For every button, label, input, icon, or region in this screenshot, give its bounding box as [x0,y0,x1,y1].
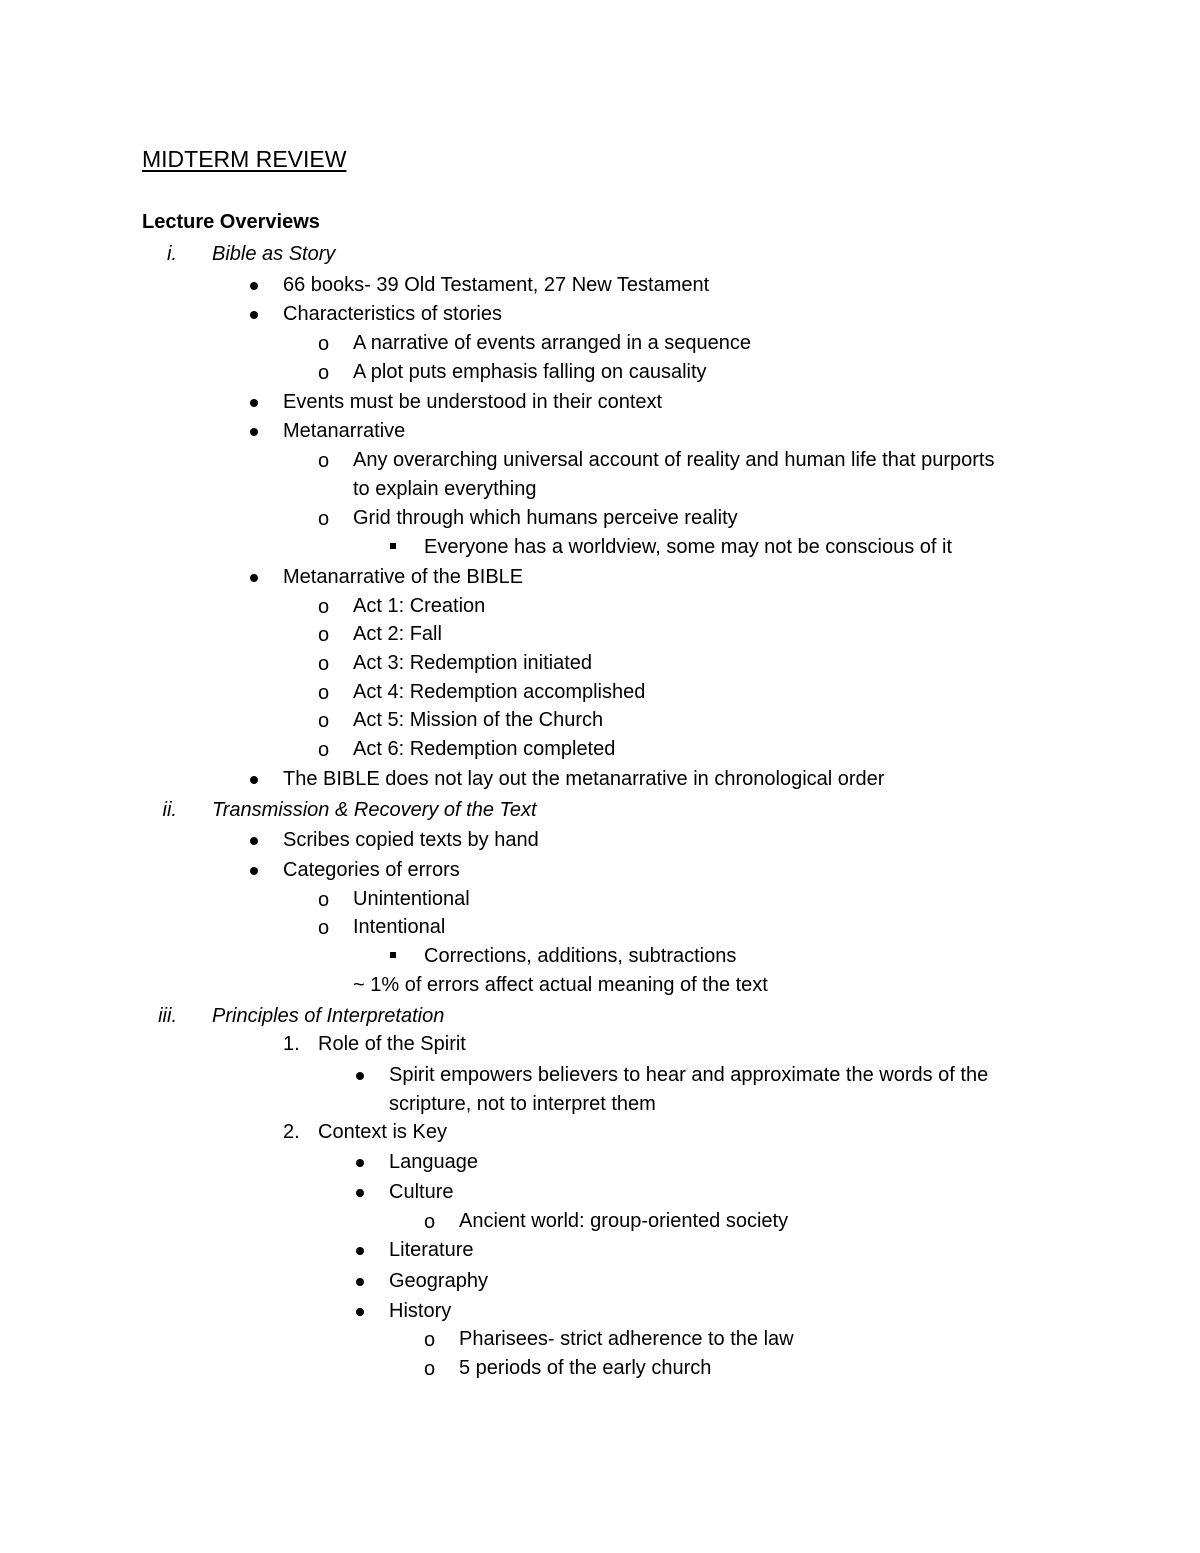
list-item: Culture [389,1181,454,1203]
circle-bullet-icon: o [318,508,330,530]
list-item: Context is Key [318,1121,447,1143]
circle-bullet-icon: o [318,362,330,384]
circle-bullet-icon: o [424,1329,436,1351]
circle-bullet-icon: o [424,1358,436,1380]
list-item: Act 1: Creation [353,595,486,617]
bullet-icon [250,399,258,407]
list-item: 66 books- 39 Old Testament, 27 New Testament [283,274,710,296]
list-item: History [389,1300,452,1322]
bullet-icon [356,1072,364,1080]
circle-bullet-icon: o [424,1211,436,1233]
list-item: Everyone has a worldview, some may not be conscious of it [424,536,953,558]
section-title: Principles of Interpretation [212,1005,445,1027]
list-item: A plot puts emphasis falling on causality [353,361,707,383]
list-item: Pharisees- strict adherence to the law [459,1328,794,1350]
circle-bullet-icon: o [318,917,330,939]
list-item: Grid through which humans perceive reality [353,507,738,529]
bullet-icon [356,1247,364,1255]
circle-bullet-icon: o [318,450,330,472]
document-title: MIDTERM REVIEW [142,146,347,172]
list-item: Unintentional [353,888,470,910]
list-item-continuation: to explain everything [353,478,537,500]
square-bullet-icon [390,952,396,958]
list-item-continuation: scripture, not to interpret them [389,1093,656,1115]
bullet-icon [250,574,258,582]
list-item: Role of the Spirit [318,1033,466,1055]
section-title: Bible as Story [212,243,336,265]
list-item: Spirit empowers believers to hear and approximate the words of the [389,1064,989,1086]
circle-bullet-icon: o [318,739,330,761]
list-item: Language [389,1151,478,1173]
list-item: Metanarrative [283,420,406,442]
bullet-icon [250,282,258,290]
list-item: Act 3: Redemption initiated [353,652,593,674]
circle-bullet-icon: o [318,710,330,732]
bullet-icon [356,1189,364,1197]
list-item: Characteristics of stories [283,303,502,325]
list-item: 5 periods of the early church [459,1357,712,1379]
bullet-icon [250,837,258,845]
list-item: Metanarrative of the BIBLE [283,566,524,588]
list-item: Literature [389,1239,474,1261]
circle-bullet-icon: o [318,889,330,911]
list-item: Corrections, additions, subtractions [424,945,737,967]
list-note: ~ 1% of errors affect actual meaning of the text [353,974,768,996]
section-numeral: ii. [162,799,177,821]
section-title: Transmission & Recovery of the Text [212,799,537,821]
section-heading: Lecture Overviews [142,211,320,233]
circle-bullet-icon: o [318,682,330,704]
list-item: Events must be understood in their context [283,391,663,413]
section-numeral: i. [167,243,177,265]
bullet-icon [250,428,258,436]
list-item: Act 5: Mission of the Church [353,709,604,731]
circle-bullet-icon: o [318,653,330,675]
bullet-icon [356,1308,364,1316]
bullet-icon [250,311,258,319]
square-bullet-icon [390,543,396,549]
list-item: Act 2: Fall [353,623,442,645]
circle-bullet-icon: o [318,596,330,618]
list-item: Act 6: Redemption completed [353,738,616,760]
list-item: The BIBLE does not lay out the metanarrative in chronological order [283,768,885,790]
bullet-icon [250,867,258,875]
list-item: Intentional [353,916,446,938]
list-item: Categories of errors [283,859,460,881]
bullet-icon [356,1159,364,1167]
list-item: Any overarching universal account of reality and human life that purports [353,449,995,471]
list-item: Ancient world: group-oriented society [459,1210,789,1232]
list-number: 2. [283,1121,300,1143]
list-item: A narrative of events arranged in a sequence [353,332,752,354]
list-item: Act 4: Redemption accomplished [353,681,646,703]
section-numeral: iii. [158,1005,177,1027]
bullet-icon [250,776,258,784]
circle-bullet-icon: o [318,333,330,355]
list-item: Geography [389,1270,488,1292]
bullet-icon [356,1278,364,1286]
list-number: 1. [283,1033,300,1055]
list-item: Scribes copied texts by hand [283,829,539,851]
circle-bullet-icon: o [318,624,330,646]
